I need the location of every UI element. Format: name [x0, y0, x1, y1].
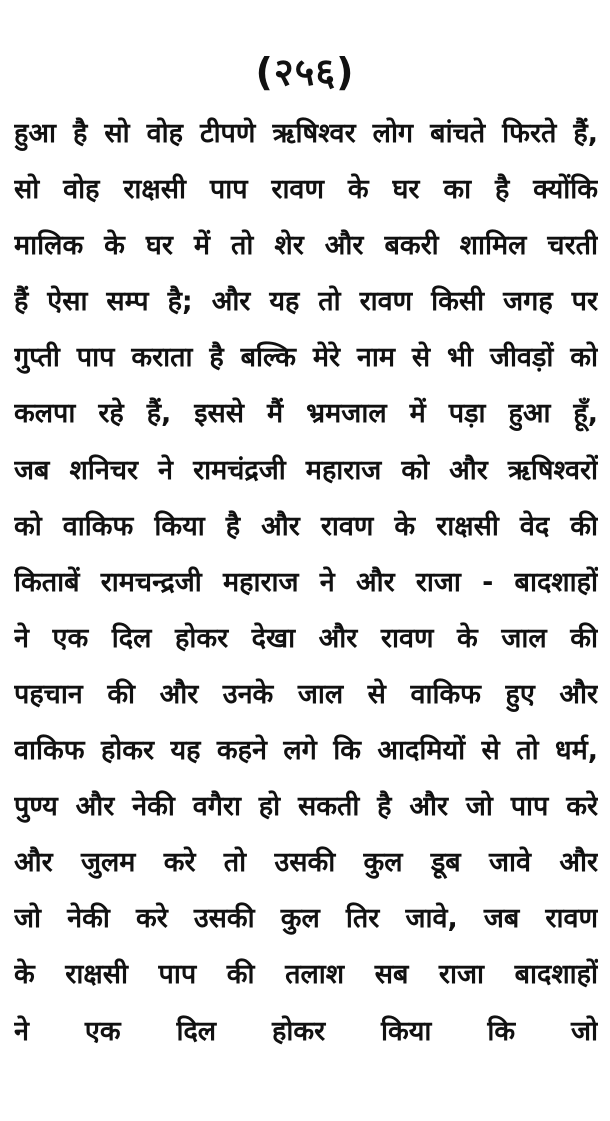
text-line-17: ने एक दिल होकर किया कि जो	[14, 1015, 598, 1047]
text-line-6: कलपा रहे हैं, इससे मैं भ्रमजाल में पड़ा हुआ हूँ,	[14, 398, 598, 430]
text-line-11: पहचान की और उनके जाल से वाकिफ हुए और	[14, 678, 598, 710]
text-line-7: जब शनिचर ने रामचंद्रजी महाराज को और ऋषिश्वरों	[14, 454, 598, 486]
text-line-13: पुण्य और नेकी वगैरा हो सकती है और जो पाप करे	[14, 791, 598, 823]
text-line-9: किताबें रामचन्द्रजी महाराज ने और राजा - बादशाहों	[14, 566, 598, 598]
text-line-8: को वाकिफ किया है और रावण के राक्षसी वेद की	[14, 510, 598, 542]
text-line-3: मालिक के घर में तो शेर और बकरी शामिल चरती	[14, 230, 598, 262]
text-line-12: वाकिफ होकर यह कहने लगे कि आदमियों से तो धर्म,	[14, 735, 598, 767]
text-line-2: सो वोह राक्षसी पाप रावण के घर का है क्योंकि	[14, 174, 598, 206]
page-number: (२५६)	[255, 50, 355, 94]
text-line-16: के राक्षसी पाप की तलाश सब राजा बादशाहों	[14, 959, 598, 991]
text-line-10: ने एक दिल होकर देखा और रावण के जाल की	[14, 622, 598, 654]
page-body	[14, 106, 598, 1060]
text-line-1: हुआ है सो वोह टीपणे ऋषिश्वर लोग बांचते फिरते हैं,	[14, 118, 598, 149]
text-line-4: हैं ऐसा सम्प है; और यह तो रावण किसी जगह पर	[14, 286, 598, 318]
text-line-14: और जुलम करे तो उसकी कुल डूब जावे और	[14, 847, 598, 879]
text-line-15: जो नेकी करे उसकी कुल तिर जावे, जब रावण	[14, 903, 598, 935]
text-line-5: गुप्ती पाप कराता है बल्कि मेरे नाम से भी जीवड़ों को	[14, 342, 598, 374]
